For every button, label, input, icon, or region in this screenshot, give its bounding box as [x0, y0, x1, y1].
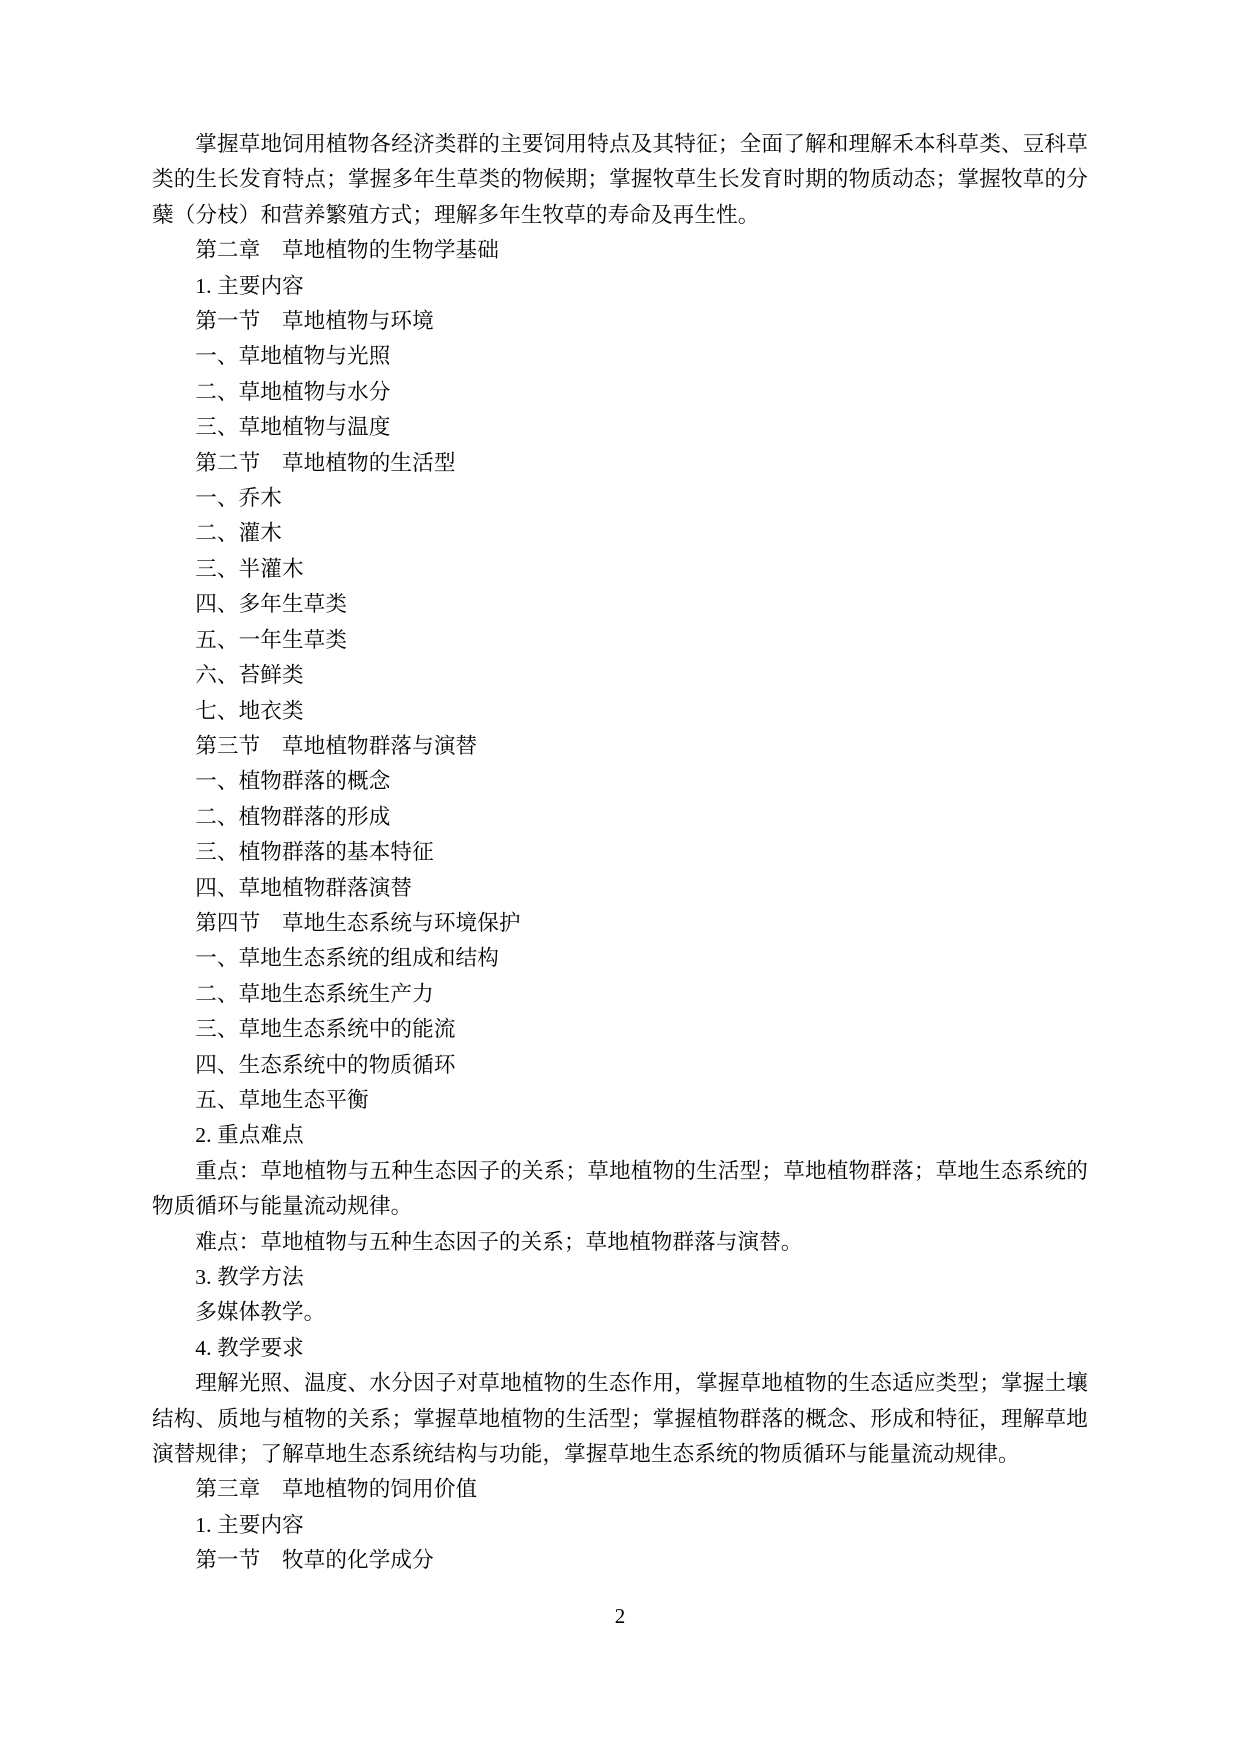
text-line: 四、草地植物群落演替 [195, 875, 413, 900]
text-line: 六、苔鲜类 [195, 663, 304, 688]
text-line: 三、半灌木 [195, 556, 304, 581]
text-line: 五、一年生草类 [195, 627, 348, 652]
text-line: 第一节 草地植物与环境 [195, 309, 434, 334]
text-line: 第一节 牧草的化学成分 [195, 1548, 434, 1573]
text-line: 二、植物群落的形成 [195, 804, 391, 829]
text-line: 一、草地生态系统的组成和结构 [195, 946, 499, 971]
text-line: 1. 主要内容 [195, 1512, 304, 1537]
text-line: 四、多年生草类 [195, 592, 348, 617]
text-line: 一、植物群落的概念 [195, 769, 391, 794]
text-line: 第三节 草地植物群落与演替 [195, 733, 478, 758]
paragraph: 掌握草地饲用植物各经济类群的主要饲用特点及其特征；全面了解和理解禾本科草类、豆科草类的生长发育特点；掌握多年生草类的物候期；掌握牧草生长发育时期的物质动态；掌握牧草的分蘖（分枝）和营养繁殖方式；理解多年生牧草的寿命及再生性。 [152, 132, 1088, 227]
text-line: 五、草地生态平衡 [195, 1087, 369, 1112]
text-line: 第二节 草地植物的生活型 [195, 450, 456, 475]
text-line: 难点：草地植物与五种生态因子的关系；草地植物群落与演替。 [195, 1229, 803, 1254]
text-line: 4. 教学要求 [195, 1335, 304, 1360]
text-line: 七、地衣类 [195, 698, 304, 723]
text-line: 三、植物群落的基本特征 [195, 840, 434, 865]
page-number-footer: 2 [614, 1604, 626, 1628]
text-line: 3. 教学方法 [195, 1265, 304, 1289]
paragraph: 理解光照、温度、水分因子对草地植物的生态作用，掌握草地植物的生态适应类型；掌握土壤结构、质地与植物的关系；掌握草地植物的生活型；掌握植物群落的概念、形成和特征，理解草地演替规律；了解草地生态系统结构与功能，掌握草地生态系统的物质循环与能量流动规律。 [152, 1371, 1088, 1467]
text-line: 二、草地植物与水分 [195, 379, 391, 404]
text-line: 多媒体教学。 [195, 1300, 326, 1325]
text-line: 1. 主要内容 [195, 273, 304, 298]
text-line: 第三章 草地植物的饲用价值 [195, 1477, 478, 1502]
text-line: 2. 重点难点 [195, 1123, 304, 1148]
text-line: 二、草地生态系统生产力 [195, 981, 434, 1006]
text-line: 一、草地植物与光照 [195, 344, 391, 369]
text-line: 第四节 草地生态系统与环境保护 [195, 910, 521, 935]
text-line: 四、生态系统中的物质循环 [195, 1052, 456, 1077]
text-line: 一、乔木 [195, 486, 282, 511]
text-line: 第二章 草地植物的生物学基础 [195, 238, 499, 263]
document-body [152, 127, 1088, 1579]
text-line: 三、草地植物与温度 [195, 415, 391, 440]
paragraph: 重点：草地植物与五种生态因子的关系；草地植物的生活型；草地植物群落；草地生态系统的物质循环与能量流动规律。 [152, 1158, 1088, 1219]
text-line: 三、草地生态系统中的能流 [195, 1017, 456, 1042]
text-line: 二、灌木 [195, 521, 282, 546]
